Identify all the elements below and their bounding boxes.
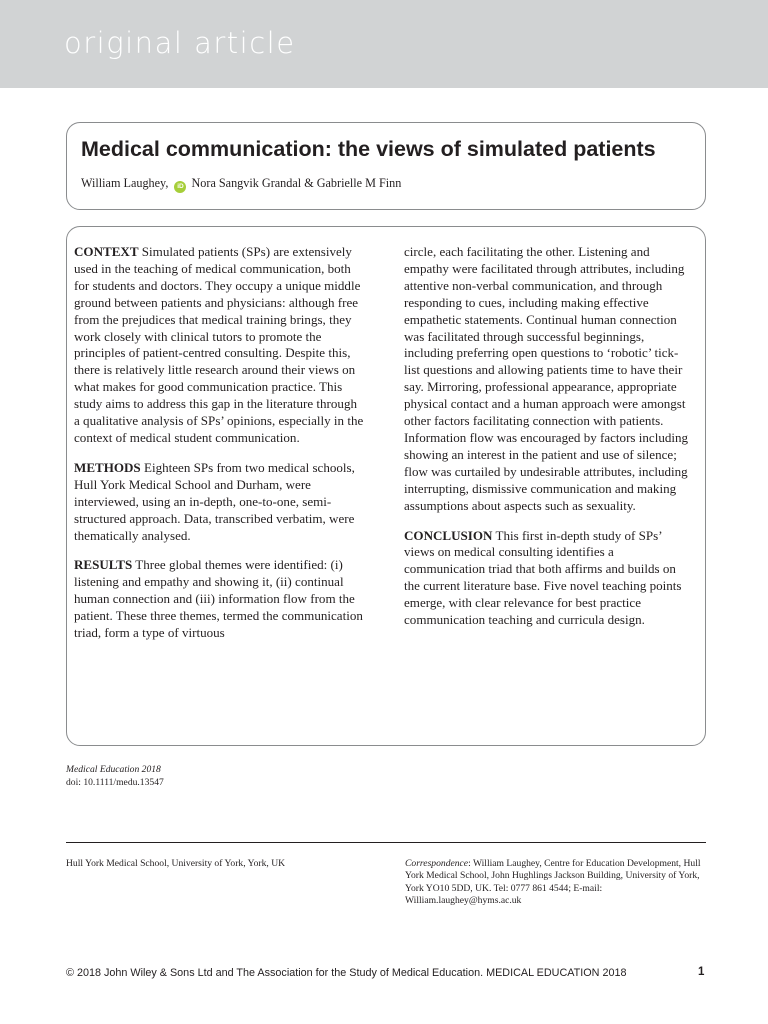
abstract-results bbox=[74, 557, 364, 642]
author-first: William Laughey, bbox=[81, 176, 169, 190]
author-rest: Nora Sangvik Grandal & Gabrielle M Finn bbox=[191, 176, 402, 190]
article-title: Medical communication: the views of simulated patients bbox=[81, 137, 656, 161]
results-heading: RESULTS bbox=[74, 557, 133, 573]
page-number: 1 bbox=[698, 966, 705, 978]
abstract-methods bbox=[74, 460, 364, 545]
abstract-context bbox=[74, 244, 364, 447]
methods-heading: METHODS bbox=[74, 459, 141, 475]
conclusion-heading: CONCLUSION bbox=[404, 527, 493, 543]
copyright-footer: © 2018 John Wiley & Sons Ltd and The Association for the Study of Medical Education. MEDICAL EDUCATION 2018 bbox=[66, 967, 627, 979]
context-text: Simulated patients (SPs) are extensively used in the teaching of medical communication, both for students and doctors. They occupy a unique middle ground between patients and physicians: although free from the prejudices that medical training brings, they work closely with clinical tutors to promote the principles of patient-centred consulting. Despite this, there is relatively little research around their views on what makes for good communication practice. This study aims to address this gap in the literature through a qualitative analysis of SPs’ opinions, especially in the context of medical student communication. bbox=[74, 244, 364, 445]
journal-name: Medical Education 2018 bbox=[66, 764, 161, 775]
footer-divider bbox=[66, 842, 706, 843]
results-text-part1: Three global themes were identified: (i) listening and empathy and showing it, (ii) continual human connection and (iii) information flow from the patient. These three themes, termed the communication triad, form a type of virtuous bbox=[74, 557, 363, 641]
correspondence-text: : William Laughey, Centre for Education Development, Hull York Medical School, John Hughlings Jackson Building, University of York, York YO10 5DD, UK. Tel: 0777 861 4544; E-mail: William.laughey@hyms.ac.uk bbox=[405, 858, 701, 906]
journal-info bbox=[66, 764, 164, 789]
affiliation: Hull York Medical School, University of York, York, UK bbox=[66, 858, 286, 869]
section-banner bbox=[0, 0, 768, 88]
author-list bbox=[81, 176, 401, 193]
banner-label: original article bbox=[64, 26, 296, 60]
abstract-column-left bbox=[74, 244, 364, 655]
abstract-column-right bbox=[404, 244, 694, 642]
title-box bbox=[66, 122, 706, 210]
abstract-conclusion bbox=[404, 528, 694, 629]
abstract-box bbox=[66, 226, 706, 746]
correspondence-label: Correspondence bbox=[405, 858, 469, 869]
results-text-part2: circle, each facilitating the other. Listening and empathy were facilitated through attributes, including attentive non-verbal communication, and through responding to cues, including making effective empathetic statements. Continual human connection was facilitated through successful beginnings, including preferring open questions to ‘robotic’ tick-list questions and allowing patients time to have their say. Mirroring, professional appearance, appropriate physical contact and a human approach were amongst other factors facilitating connection with patients. Information flow was encouraged by factors including showing an interest in the patient and use of silence; flow was curtailed by undesirable attributes, including interrupting, dismissive communication and making assumptions about aspects such as sexuality. bbox=[404, 244, 689, 513]
doi: doi: 10.1111/medu.13547 bbox=[66, 776, 164, 788]
methods-text: Eighteen SPs from two medical schools, Hull York Medical School and Durham, were interviewed, using an in-depth, one-to-one, semi-structured approach. Data, transcribed verbatim, were thematically analysed. bbox=[74, 459, 355, 543]
abstract-results-continued bbox=[404, 244, 694, 515]
conclusion-text: This first in-depth study of SPs’ views on medical consulting identifies a communication triad that both affirms and builds on the current literature base. Five novel teaching points emerge, with clear relevance for best practice communication teaching and curricula design. bbox=[404, 527, 682, 628]
orcid-icon[interactable]: iD bbox=[174, 181, 186, 193]
correspondence bbox=[405, 858, 715, 907]
context-heading: CONTEXT bbox=[74, 244, 139, 259]
